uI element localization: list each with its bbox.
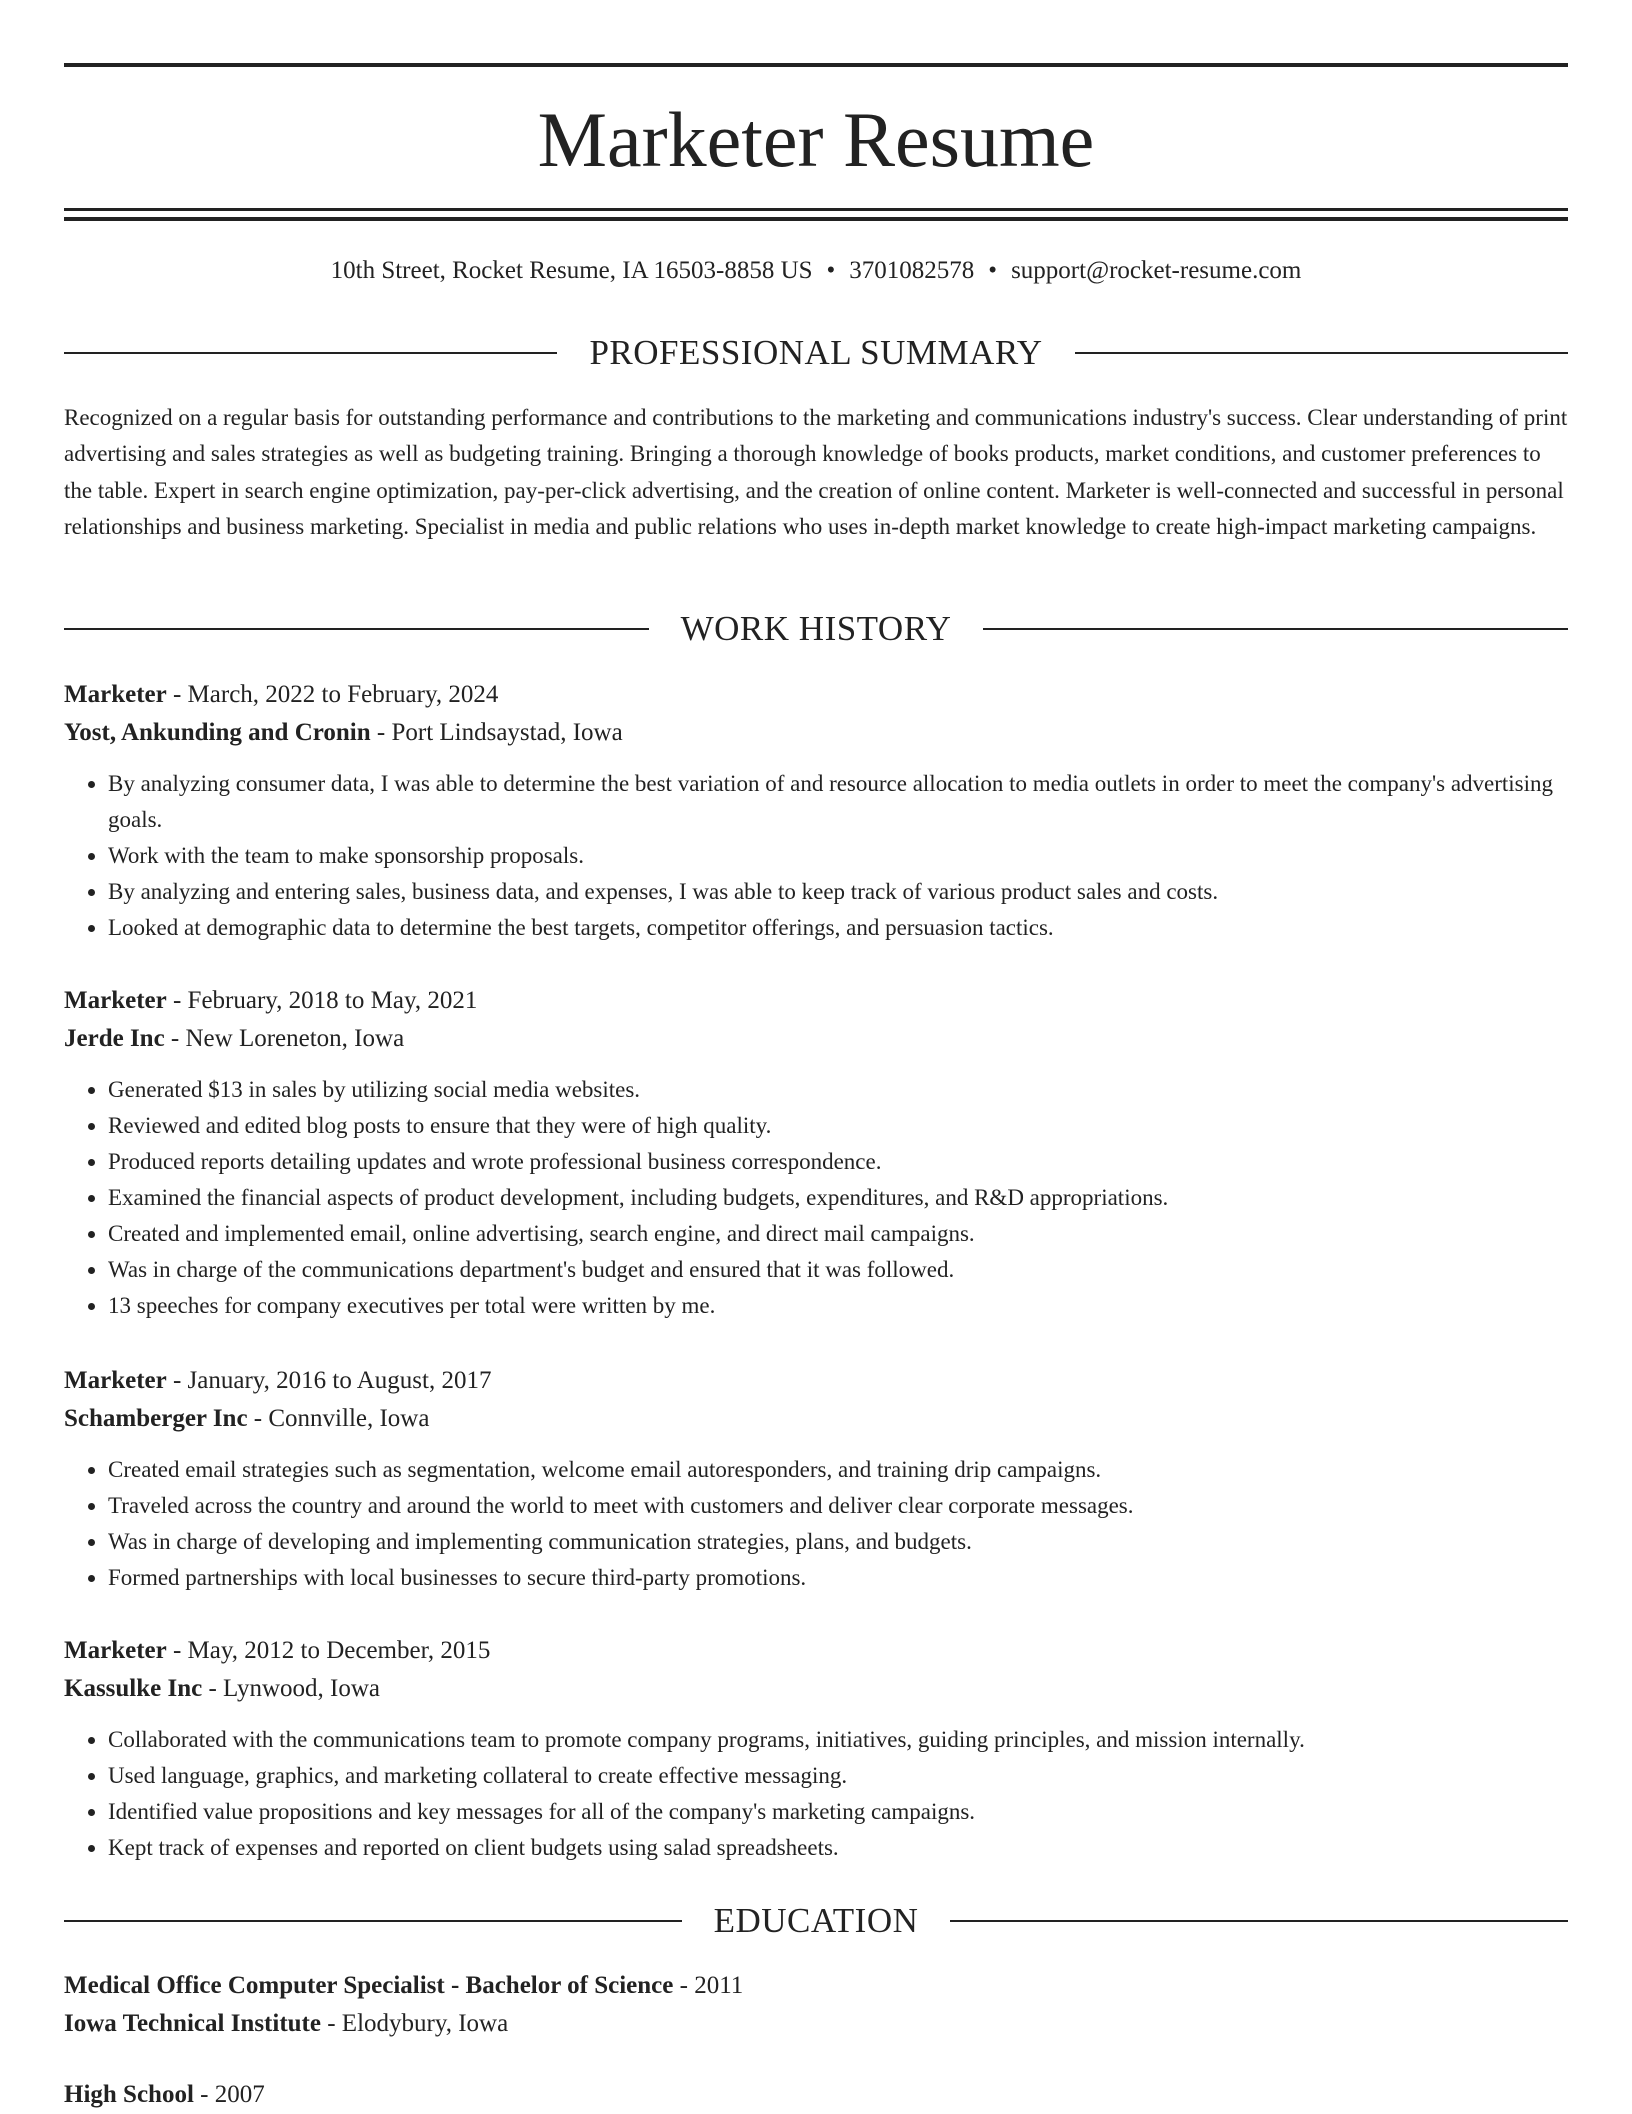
job-role: Marketer	[64, 1367, 167, 1394]
job-bullet: • Work with the team to make sponsorship proposals.	[108, 838, 1568, 874]
job-bullet: • 13 speeches for company executives per total were written by me.	[108, 1288, 1568, 1324]
contact-line	[64, 254, 1568, 288]
education-location: - Elodybury, Iowa	[320, 2010, 509, 2037]
contact-address: 10th Street, Rocket Resume, IA 16503-8858 US	[330, 257, 813, 284]
job-bullet: • Identified value propositions and key messages for all of the company's marketing campaigns.	[108, 1794, 1568, 1830]
job-bullet: • Collaborated with the communications team to promote company programs, initiatives, guiding principles, and mission internally.	[108, 1722, 1568, 1758]
job-location: - Connville, Iowa	[247, 1405, 430, 1432]
job-dates: - March, 2022 to February, 2024	[166, 681, 499, 708]
resume-title: Marketer Resume	[537, 96, 1095, 183]
education-school: Iowa Technical Institute	[64, 2010, 321, 2037]
job-bullet: • Used language, graphics, and marketing collateral to create effective messaging.	[108, 1758, 1568, 1794]
heading-rule-left	[64, 352, 557, 354]
section-heading-label: PROFESSIONAL SUMMARY	[589, 333, 1043, 372]
job-bullet-list	[64, 1072, 1568, 1324]
contact-phone: 3701082578	[849, 257, 975, 284]
section-heading-work-history	[64, 607, 1568, 651]
education-degree: Medical Office Computer Specialist - Bachelor of Science	[64, 1972, 674, 1999]
education-year: - 2011	[673, 1972, 744, 1999]
job-bullet: • By analyzing and entering sales, business data, and expenses, I was able to keep track of various product sales and costs.	[108, 874, 1568, 910]
job-entry	[64, 982, 1568, 1324]
professional-summary-text: Recognized on a regular basis for outstanding performance and contributions to the marketing and communications industry's success. Clear understanding of print advertising and sales strategies as well as budgeting training. Bringing a thorough knowledge of books products, market conditions, and customer preferences to the table. Expert in search engine optimization, pay-per-click advertising, and the creation of online content. Marketer is well-connected and successful in personal relationships and business marketing. Specialist in media and public relations who uses in-depth market knowledge to create high-impact marketing campaigns.	[64, 405, 1568, 540]
job-bullet: • Formed partnerships with local businesses to secure third-party promotions.	[108, 1560, 1568, 1596]
job-role: Marketer	[64, 681, 167, 708]
section-heading-summary	[64, 331, 1568, 375]
job-bullet: • Created email strategies such as segmentation, welcome email autoresponders, and training drip campaigns.	[108, 1452, 1568, 1488]
job-role-line	[64, 1632, 1568, 1670]
job-bullet: • By analyzing consumer data, I was able to determine the best variation of and resource allocation to media outlets in order to meet the company's advertising goals.	[108, 766, 1568, 838]
job-role-line	[64, 1362, 1568, 1400]
job-bullet: • Was in charge of the communications department's budget and ensured that it was followed.	[108, 1252, 1568, 1288]
job-role-line	[64, 982, 1568, 1020]
job-bullet: • Examined the financial aspects of product development, including budgets, expenditures, and R&D appropriations.	[108, 1180, 1568, 1216]
job-bullet: • Generated $13 in sales by utilizing social media websites.	[108, 1072, 1568, 1108]
education-degree-line	[64, 1967, 1568, 2005]
education-school-line	[64, 2005, 1568, 2043]
job-bullet-list	[64, 766, 1568, 946]
job-entry	[64, 1632, 1568, 1866]
job-role-line	[64, 676, 1568, 714]
job-company-line	[64, 1020, 1568, 1058]
job-location: - Port Lindsaystad, Iowa	[370, 719, 623, 746]
section-heading-label: WORK HISTORY	[680, 609, 952, 648]
job-dates: - January, 2016 to August, 2017	[166, 1367, 492, 1394]
heading-rule-right	[983, 628, 1568, 630]
job-company: Kassulke Inc	[64, 1675, 203, 1702]
education-entry	[64, 1967, 1568, 2043]
job-bullet: • Reviewed and edited blog posts to ensure that they were of high quality.	[108, 1108, 1568, 1144]
job-entry	[64, 676, 1568, 946]
contact-separator: •	[988, 257, 998, 284]
top-rule	[64, 63, 1568, 67]
job-bullet: • Was in charge of developing and implementing communication strategies, plans, and budgets.	[108, 1524, 1568, 1560]
heading-rule-right	[1075, 352, 1568, 354]
contact-email: support@rocket-resume.com	[1011, 257, 1302, 284]
job-bullet: • Produced reports detailing updates and wrote professional business correspondence.	[108, 1144, 1568, 1180]
job-company: Jerde Inc	[64, 1025, 165, 1052]
job-entry	[64, 1362, 1568, 1596]
job-bullet-list	[64, 1452, 1568, 1596]
job-dates: - February, 2018 to May, 2021	[166, 987, 478, 1014]
job-bullet: • Kept track of expenses and reported on client budgets using salad spreadsheets.	[108, 1830, 1568, 1866]
contact-separator: •	[826, 257, 836, 284]
education-degree-line	[64, 2076, 1568, 2114]
education-year: - 2007	[193, 2081, 265, 2108]
section-heading-education	[64, 1899, 1568, 1943]
job-company: Yost, Ankunding and Cronin	[64, 719, 371, 746]
title-double-rule	[64, 208, 1568, 221]
job-company-line	[64, 1400, 1568, 1438]
job-bullet: • Traveled across the country and around the world to meet with customers and deliver clear corporate messages.	[108, 1488, 1568, 1524]
job-bullet: • Created and implemented email, online advertising, search engine, and direct mail campaigns.	[108, 1216, 1568, 1252]
section-heading-label: EDUCATION	[713, 1901, 919, 1940]
heading-rule-right	[950, 1920, 1568, 1922]
heading-rule-left	[64, 628, 649, 630]
job-location: - Lynwood, Iowa	[202, 1675, 380, 1702]
heading-rule-left	[64, 1920, 682, 1922]
job-company-line	[64, 1670, 1568, 1708]
job-dates: - May, 2012 to December, 2015	[166, 1637, 491, 1664]
job-company: Schamberger Inc	[64, 1405, 248, 1432]
job-location: - New Loreneton, Iowa	[164, 1025, 405, 1052]
job-bullet: • Looked at demographic data to determine the best targets, competitor offerings, and persuasion tactics.	[108, 910, 1568, 946]
job-role: Marketer	[64, 1637, 167, 1664]
education-degree: High School	[64, 2081, 194, 2108]
job-company-line	[64, 714, 1568, 752]
education-entry	[64, 2076, 1568, 2114]
job-bullet-list	[64, 1722, 1568, 1866]
job-role: Marketer	[64, 987, 167, 1014]
